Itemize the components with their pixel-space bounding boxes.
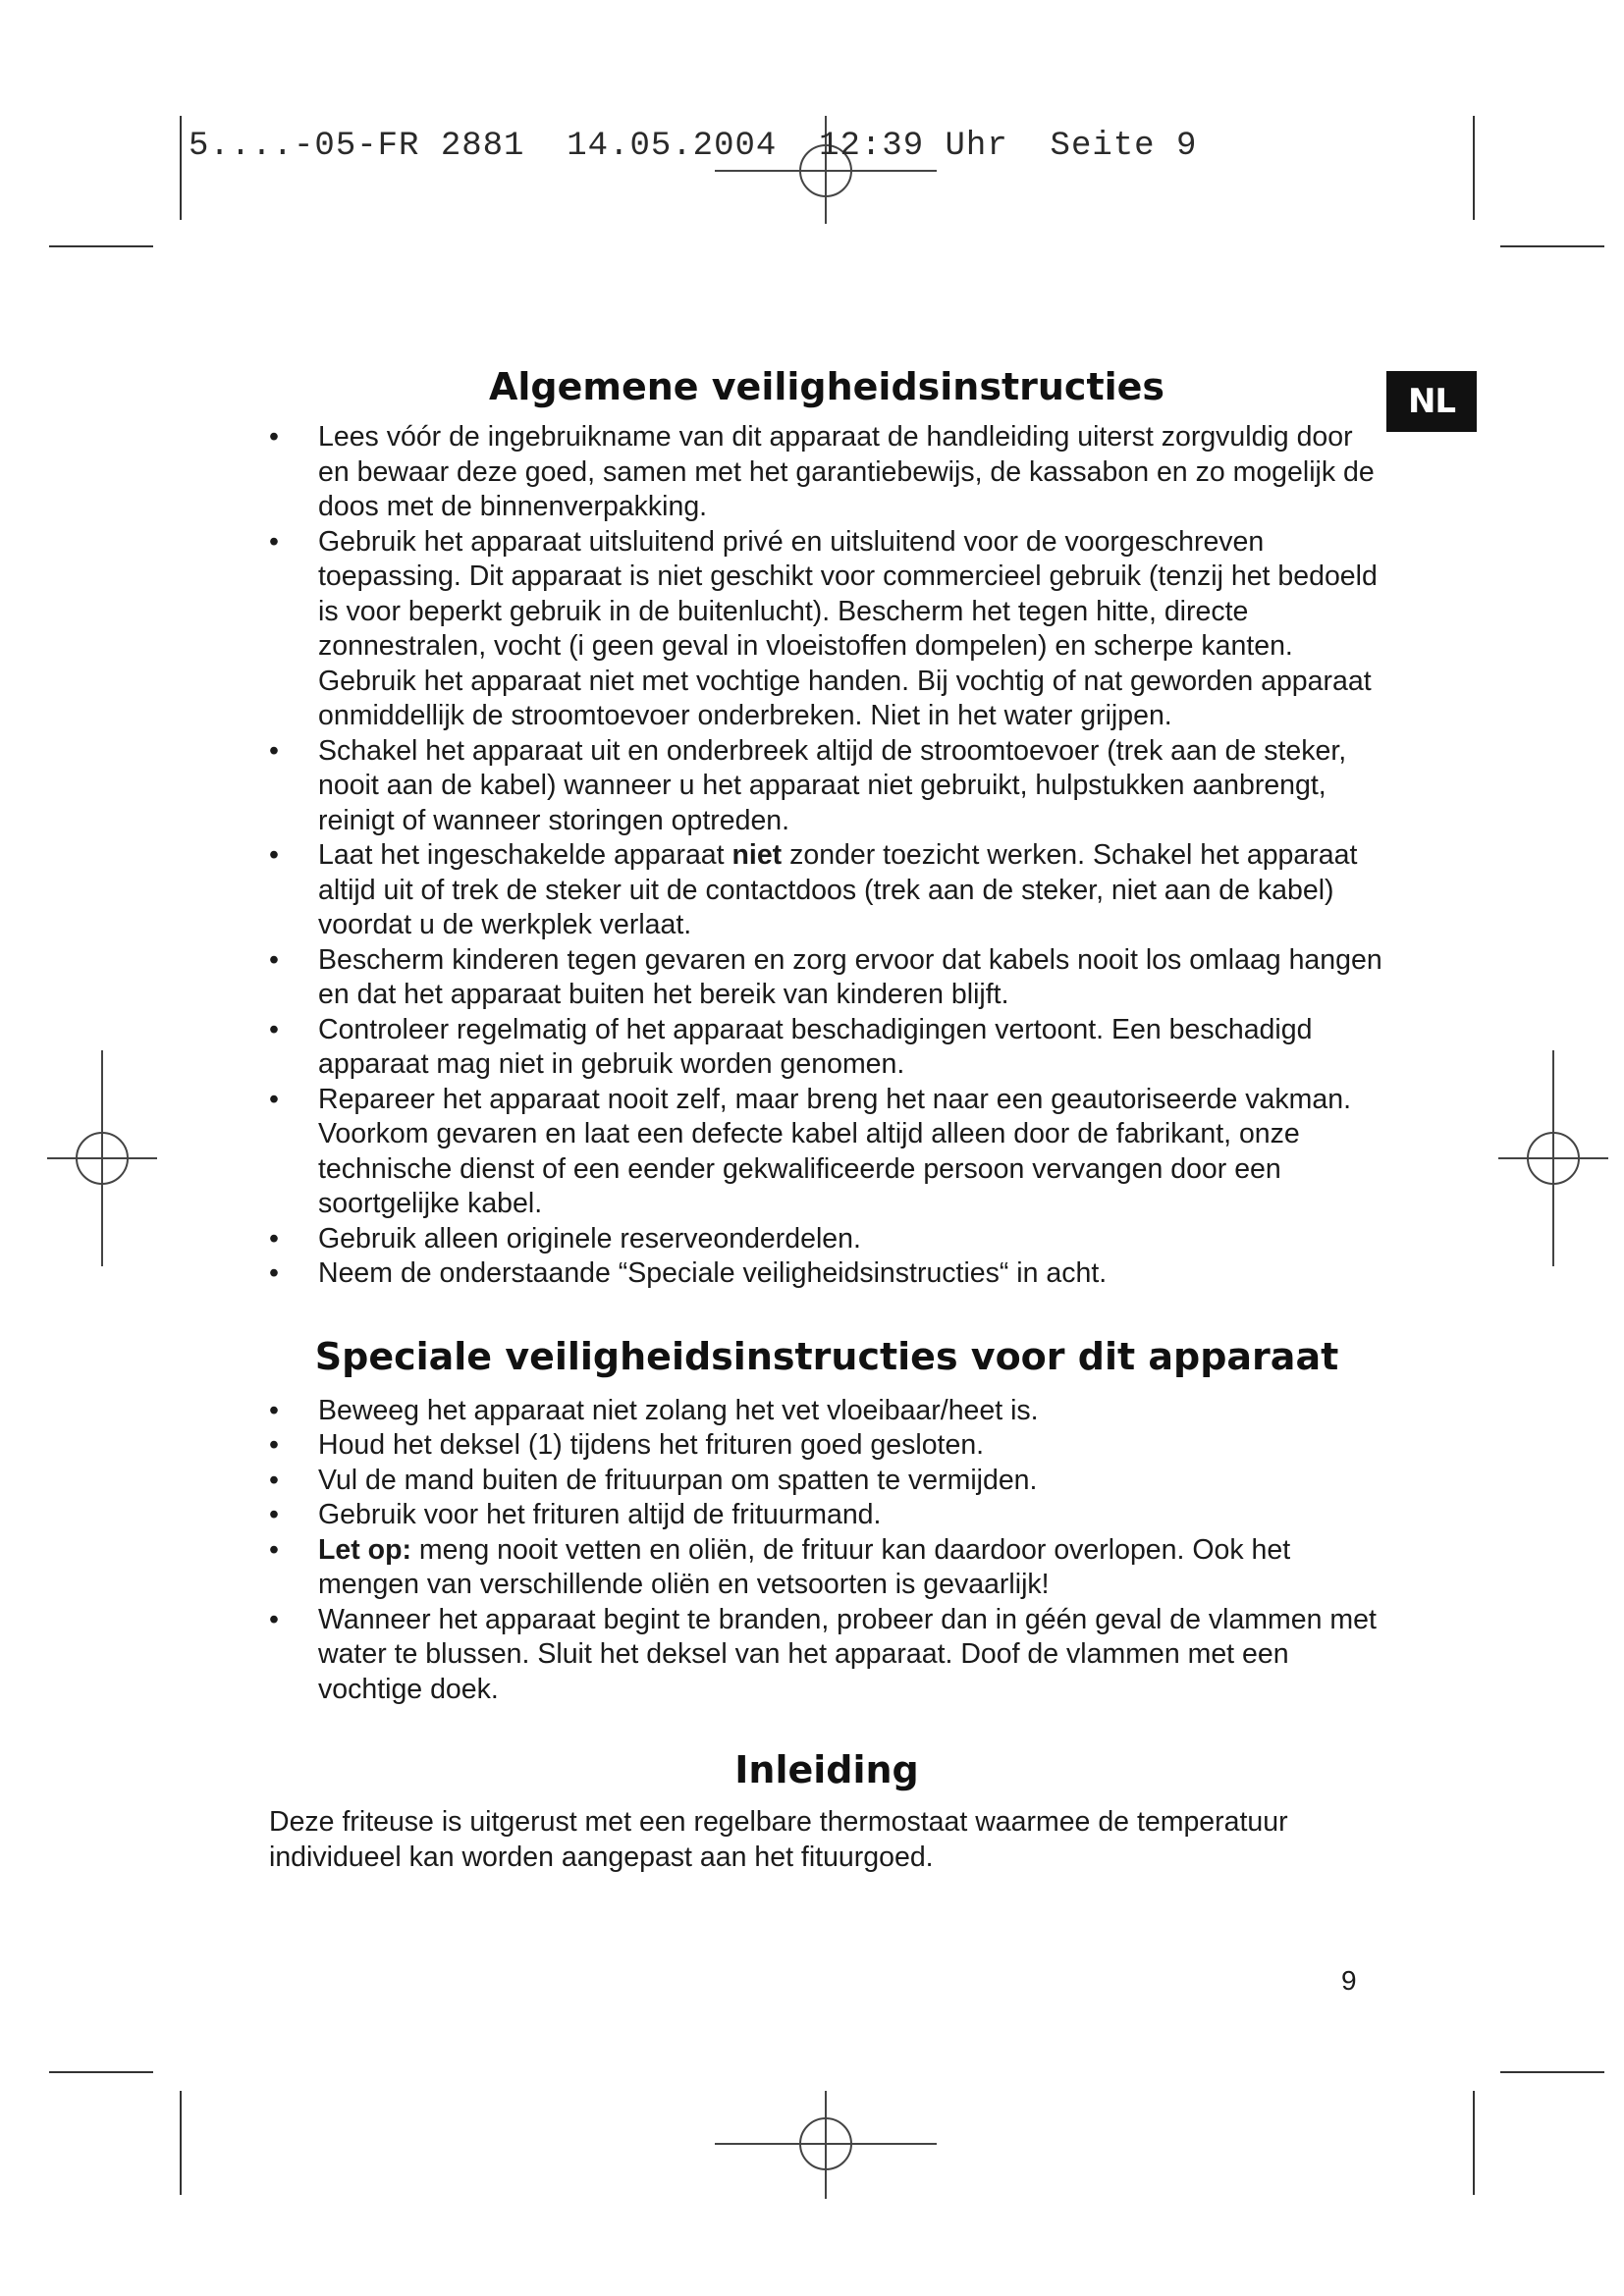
list-item-text [318,838,1384,943]
bullet: • [269,1429,279,1461]
list-item [269,943,1384,1013]
general-safety-list [269,420,1384,1292]
bullet: • [269,943,279,976]
crop-mark [1473,2091,1475,2195]
list-item [269,1428,1384,1464]
special-safety-list [269,1394,1384,1708]
text-run: Laat het ingeschakelde apparaat [318,839,732,871]
bullet: • [269,1499,279,1530]
list-item [269,1083,1384,1222]
list-item [269,838,1384,943]
bullet: • [269,839,279,871]
bullet: • [269,1257,279,1289]
list-item-text: Neem de onderstaande “Speciale veiligheidsinstructies“ in acht. [318,1257,1108,1289]
list-item [269,420,1384,525]
bullet: • [269,525,279,558]
bullet: • [269,1464,279,1496]
bullet: • [269,1603,279,1635]
bullet: • [269,1013,279,1045]
list-item [269,1603,1384,1708]
list-item-text: Gebruik alleen originele reserveonderdelen. [318,1222,861,1255]
list-item [269,1533,1384,1603]
list-item [269,1256,1384,1292]
text-run: zonder toezicht werken. Schakel het apparaat altijd uit of trek de steker uit de contactdoos (trek aan de steker, niet aan de kabel) voordat u de werkplek verlaat. [318,839,1358,940]
crop-mark [1500,245,1604,247]
print-slug-header: 5....-05-FR 2881 14.05.2004 12:39 Uhr Seite 9 [189,128,1198,165]
list-item-text: Schakel het apparaat uit en onderbreek altijd de stroomtoevoer (trek aan de steker, nooit aan de kabel) wanneer u het apparaat niet gebruikt, hulpstukken aanbrengt, reinigt of wanneer storingen optreden. [318,734,1347,836]
list-item-text: Repareer het apparaat nooit zelf, maar breng het naar een geautoriseerde vakman. Voorkom gevaren en laat een defecte kabel altijd alleen door de fabrikant, onze technische dienst of een eender gekwalificeerde persoon vervangen door een soortgelijke kabel. [318,1083,1351,1219]
page-number: 9 [1341,1965,1357,1996]
bullet: • [269,1083,279,1115]
emphasis-text: Let op: [318,1533,411,1566]
bullet: • [269,1222,279,1255]
text-run: meng nooit vetten en oliën, de frituur kan daardoor overlopen. Ook het mengen van verschillende oliën en vetsoorten is gevaarlijk! [318,1533,1291,1600]
list-item-text: Gebruik voor het frituren altijd de frituurmand. [318,1499,882,1530]
bullet: • [269,421,279,453]
emphasis-text: niet [731,839,783,871]
crop-mark [180,2091,182,2195]
bullet: • [269,734,279,767]
crop-mark [1473,116,1475,220]
list-item-text: Houd het deksel (1) tijdens het frituren goed gesloten. [318,1429,985,1461]
page-content [269,359,1384,1875]
crop-mark [180,116,182,220]
list-item [269,1394,1384,1429]
list-item-text: Controleer regelmatig of het apparaat beschadigingen vertoont. Een beschadigd apparaat mag niet in gebruik worden genomen. [318,1013,1313,1080]
list-item-text: Bescherm kinderen tegen gevaren en zorg ervoor dat kabels nooit los omlaag hangen en dat het apparaat buiten het bereik van kinderen blijft. [318,943,1382,1010]
list-item-text: Vul de mand buiten de frituurpan om spatten te vermijden. [318,1464,1038,1496]
section-title-introduction: Inleiding [734,1748,919,1791]
language-tab: NL [1386,371,1477,432]
registration-mark-right [1498,1050,1608,1266]
list-item-text: Gebruik het apparaat uitsluitend privé en uitsluitend voor de voorgeschreven toepassing. Dit apparaat is niet geschikt voor commercieel gebruik (tenzij het bedoeld is voor beperkt gebruik in de buitenlucht). Bescherm het tegen hitte, directe zonnestralen, vocht (i geen geval in vloeistoffen dompelen) en scherpe kanten. Gebruik het apparaat niet met vochtige handen. Bij vochtig of nat geworden apparaat onmiddellijk de stroomtoevoer onderbreken. Niet in het water grijpen. [318,525,1378,731]
list-item [269,1222,1384,1257]
list-item-text: Beweeg het apparaat niet zolang het vet vloeibaar/heet is. [318,1394,1039,1426]
bullet: • [269,1394,279,1426]
registration-mark-bottom [715,2091,937,2199]
crop-mark [1500,2071,1604,2073]
list-item [269,1013,1384,1083]
crop-mark [49,245,153,247]
list-item-text: Wanneer het apparaat begint te branden, probeer dan in géén geval de vlammen met water te blussen. Sluit het deksel van het apparaat. Doof de vlammen met een vochtige doek. [318,1603,1377,1705]
section-title-special-safety: Speciale veiligheidsinstructies voor dit apparaat [314,1334,1339,1378]
registration-mark-left [47,1050,157,1266]
introduction-paragraph: Deze friteuse is uitgerust met een regelbare thermostaat waarmee de temperatuur individueel kan worden aangepast aan het fituurgoed. [269,1806,1288,1873]
section-title-general-safety: Algemene veiligheidsinstructies [488,365,1165,408]
crop-mark [49,2071,153,2073]
list-item [269,734,1384,839]
bullet: • [269,1533,279,1566]
list-item [269,525,1384,734]
list-item-text: Lees vóór de ingebruikname van dit apparaat de handleiding uiterst zorgvuldig door en bewaar deze goed, samen met het garantiebewijs, de kassabon en zo mogelijk de doos met de binnenverpakking. [318,421,1375,522]
list-item [269,1464,1384,1499]
list-item-text [318,1533,1384,1603]
list-item [269,1498,1384,1533]
